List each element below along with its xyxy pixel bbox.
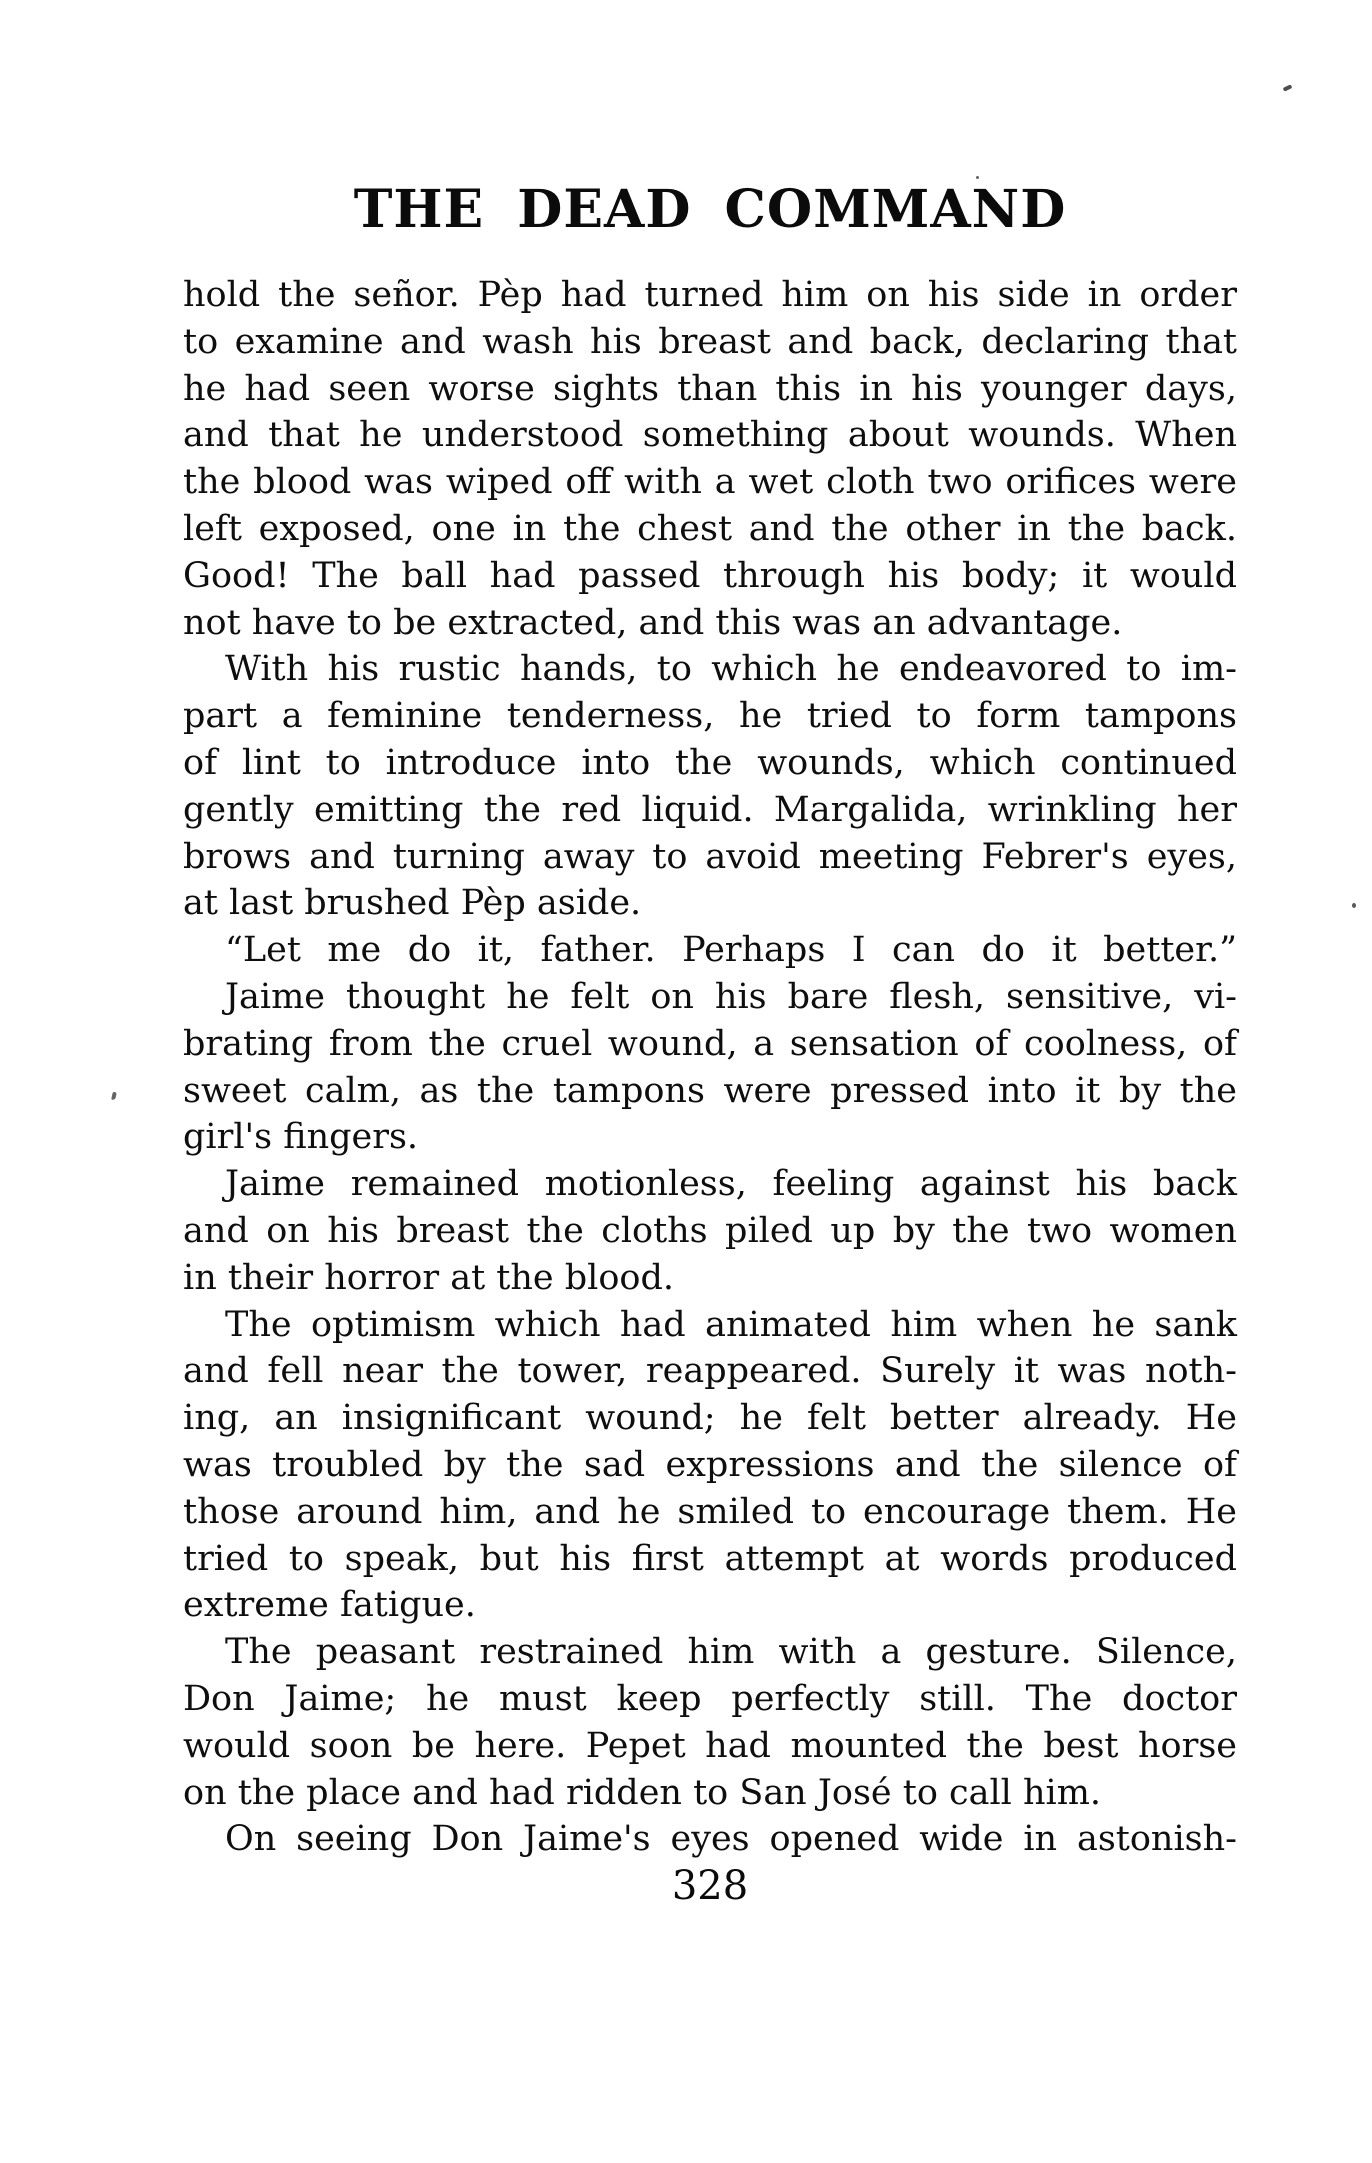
paragraph [183,646,1237,927]
text-line: Jaime remained motionless, feeling against his back [225,1164,1237,1205]
text-line: not have to be extracted, and this was an advantage. [183,602,1123,643]
text-line: would soon be here. Pepet had mounted the best horse [183,1725,1237,1766]
text-line: Good! The ball had passed through his body; it would [183,555,1237,596]
text-line: gently emitting the red liquid. Margalida, wrinkling her [183,789,1237,830]
ink-speck [976,176,979,179]
text-line: With his rustic hands, to which he endeavored to im- [225,649,1237,690]
ink-speck [1283,84,1293,91]
text-line: those around him, and he smiled to encourage them. He [183,1491,1237,1532]
ink-speck [111,1092,117,1101]
text-line: part a feminine tenderness, he tried to form tampons [183,696,1237,737]
text-line: Jaime thought he felt on his bare flesh, sensitive, vi- [225,976,1237,1017]
text-line: The optimism which had animated him when he sank [225,1304,1237,1345]
page-number: 328 [671,1863,749,1910]
text-line: hold the señor. Pèp had turned him on his side in order [183,275,1237,315]
text-line: “Let me do it, father. Perhaps I can do it better.” [225,930,1237,971]
text-line: was troubled by the sad expressions and the silence of [183,1444,1237,1485]
paragraph [183,1161,1237,1301]
text-line: on the place and had ridden to San José to call him. [183,1772,1102,1813]
text-line: brating from the cruel wound, a sensation of coolness, of [183,1023,1237,1064]
paragraph [183,1302,1237,1630]
text-line: of lint to introduce into the wounds, which continued [183,742,1237,783]
paragraph [183,272,1237,646]
text-line: On seeing Don Jaime's eyes opened wide in astonish- [225,1819,1237,1860]
text-line: girl's fingers. [183,1117,419,1158]
text-line: extreme fatigue. [183,1585,476,1626]
paragraph [183,1629,1237,1816]
text-line: left exposed, one in the chest and the other in the back. [183,508,1237,549]
ink-speck [1352,903,1356,908]
text-line: The peasant restrained him with a gesture. Silence, [225,1632,1237,1673]
text-line: he had seen worse sights than this in his younger days, [183,368,1237,409]
text-column [183,179,1237,1910]
text-line: in their horror at the blood. [183,1257,675,1298]
paragraph [183,927,1237,974]
paragraph [183,974,1237,1161]
text-line: and fell near the tower, reappeared. Surely it was noth- [183,1351,1237,1392]
text-line: and on his breast the cloths piled up by the two women [183,1210,1237,1251]
text-line: and that he understood something about wounds. When [183,415,1237,456]
text-line: Don Jaime; he must keep perfectly still. The doctor [183,1678,1237,1719]
page-body-text [183,272,1237,1863]
text-line: to examine and wash his breast and back, declaring that [183,321,1237,362]
running-head-title: THE DEAD COMMAND [353,179,1067,240]
text-line: at last brushed Pèp aside. [183,883,642,924]
text-line: tried to speak, but his first attempt at words produced [183,1538,1237,1579]
text-line: sweet calm, as the tampons were pressed into it by the [183,1070,1237,1111]
text-line: the blood was wiped off with a wet cloth two orifices were [183,462,1237,503]
paragraph [183,1816,1237,1863]
text-line: ing, an insignificant wound; he felt better already. He [183,1398,1237,1439]
text-line: brows and turning away to avoid meeting Febrer's eyes, [183,836,1237,877]
